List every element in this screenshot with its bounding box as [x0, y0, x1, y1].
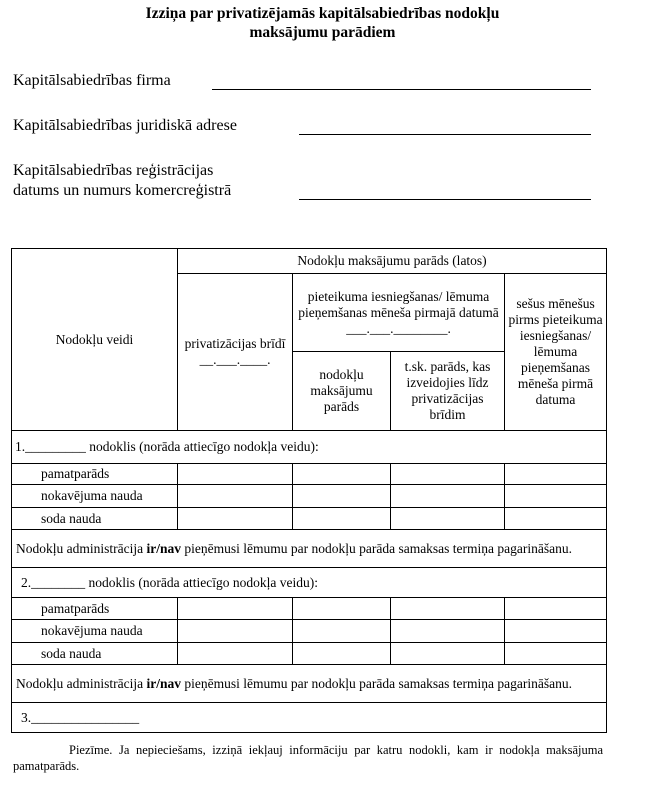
registration-field[interactable]: [299, 199, 591, 200]
table-cell[interactable]: [293, 620, 391, 643]
header-privatization-date: __.___.____.: [199, 352, 271, 367]
row-label-fine: soda nauda: [12, 508, 178, 530]
table-row: [12, 508, 607, 530]
header-privatization: [178, 274, 293, 431]
title-line-2: maksājumu parādiem: [249, 24, 396, 41]
row-label-principal: pamatparāds: [12, 464, 178, 485]
table-cell[interactable]: [293, 464, 391, 485]
admin-decision-2: [12, 665, 607, 703]
footnote: Piezīme. Ja nepieciešams, izziņā iekļauj informāciju par katru nodokli, kam ir nodokļa maksājuma pamatparāds.: [13, 743, 603, 773]
admin-text-before: Nodokļu administrācija: [16, 675, 147, 691]
table-cell[interactable]: [391, 485, 505, 508]
address-field[interactable]: [299, 134, 591, 135]
admin-choice[interactable]: ir/nav: [146, 540, 181, 556]
tax-1-label: 1._________ nodoklis (norāda attiecīgo nodokļa veidu):: [12, 431, 607, 464]
firm-field[interactable]: [212, 89, 591, 90]
table-cell[interactable]: [505, 620, 607, 643]
row-label-principal: pamatparāds: [12, 598, 178, 620]
header-debt-main: Nodokļu maksājumu parāds (latos): [178, 249, 607, 274]
row-label-late-fee: nokavējuma nauda: [12, 620, 178, 643]
table-cell[interactable]: [178, 643, 293, 665]
registration-label-line-2: datums un numurs komercreģistrā: [13, 182, 232, 199]
header-six-months: sešus mēnešus pirms pieteikuma iesniegšanas/ lēmuma pieņemšanas mēneša pirmā datuma: [505, 274, 607, 431]
address-label: Kapitālsabiedrības juridiskā adrese: [13, 117, 237, 134]
table-cell[interactable]: [505, 464, 607, 485]
header-application-date: ___.___.________.: [346, 320, 451, 336]
admin-text-before: Nodokļu administrācija: [16, 540, 147, 556]
table-cell[interactable]: [391, 598, 505, 620]
header-debt: nodokļu maksājumu parāds: [293, 352, 391, 431]
table-cell[interactable]: [293, 508, 391, 530]
admin-text-after: pieņēmusi lēmumu par nodokļu parāda samaksas termiņa pagarināšanu.: [181, 675, 573, 691]
table-cell[interactable]: [293, 598, 391, 620]
table-cell[interactable]: [178, 620, 293, 643]
table-cell[interactable]: [293, 485, 391, 508]
admin-text-after: pieņēmusi lēmumu par nodokļu parāda samaksas termiņa pagarināšanu.: [181, 540, 573, 556]
tax-3-label: 3.________________: [12, 703, 607, 733]
registration-label-line-1: Kapitālsabiedrības reģistrācijas: [13, 162, 214, 179]
table-cell[interactable]: [391, 508, 505, 530]
table-cell[interactable]: [505, 598, 607, 620]
table-row: [12, 598, 607, 620]
table-cell[interactable]: [178, 485, 293, 508]
row-label-late-fee: nokavējuma nauda: [12, 485, 178, 508]
table-cell[interactable]: [178, 508, 293, 530]
table-cell[interactable]: [505, 485, 607, 508]
table-cell[interactable]: [505, 508, 607, 530]
document-title: [0, 4, 645, 42]
table-cell[interactable]: [178, 464, 293, 485]
header-tax-types: Nodokļu veidi: [12, 249, 178, 431]
table-row: [12, 620, 607, 643]
table-cell[interactable]: [505, 643, 607, 665]
table-cell[interactable]: [391, 643, 505, 665]
header-application: [293, 274, 505, 352]
header-incl-debt: t.sk. parāds, kas izveidojies līdz privatizācijas brīdim: [391, 352, 505, 431]
table-cell[interactable]: [293, 643, 391, 665]
row-label-fine: soda nauda: [12, 643, 178, 665]
tax-debt-table: [11, 248, 607, 733]
admin-choice[interactable]: ir/nav: [146, 675, 181, 691]
title-line-1: Izziņa par privatizējamās kapitālsabiedrības nodokļu: [145, 5, 500, 22]
tax-2-label: 2.________ nodoklis (norāda attiecīgo nodokļa veidu):: [12, 568, 607, 598]
table-row: [12, 643, 607, 665]
table-cell[interactable]: [178, 598, 293, 620]
table-row: [12, 464, 607, 485]
header-privatization-text: privatizācijas brīdī: [184, 336, 286, 351]
table-cell[interactable]: [391, 464, 505, 485]
header-application-text: pieteikuma iesniegšanas/ lēmuma pieņemšanas mēneša pirmajā datumā: [298, 288, 499, 320]
firm-label: Kapitālsabiedrības firma: [13, 72, 171, 89]
admin-decision-1: [12, 530, 607, 568]
table-row: [12, 485, 607, 508]
table-cell[interactable]: [391, 620, 505, 643]
